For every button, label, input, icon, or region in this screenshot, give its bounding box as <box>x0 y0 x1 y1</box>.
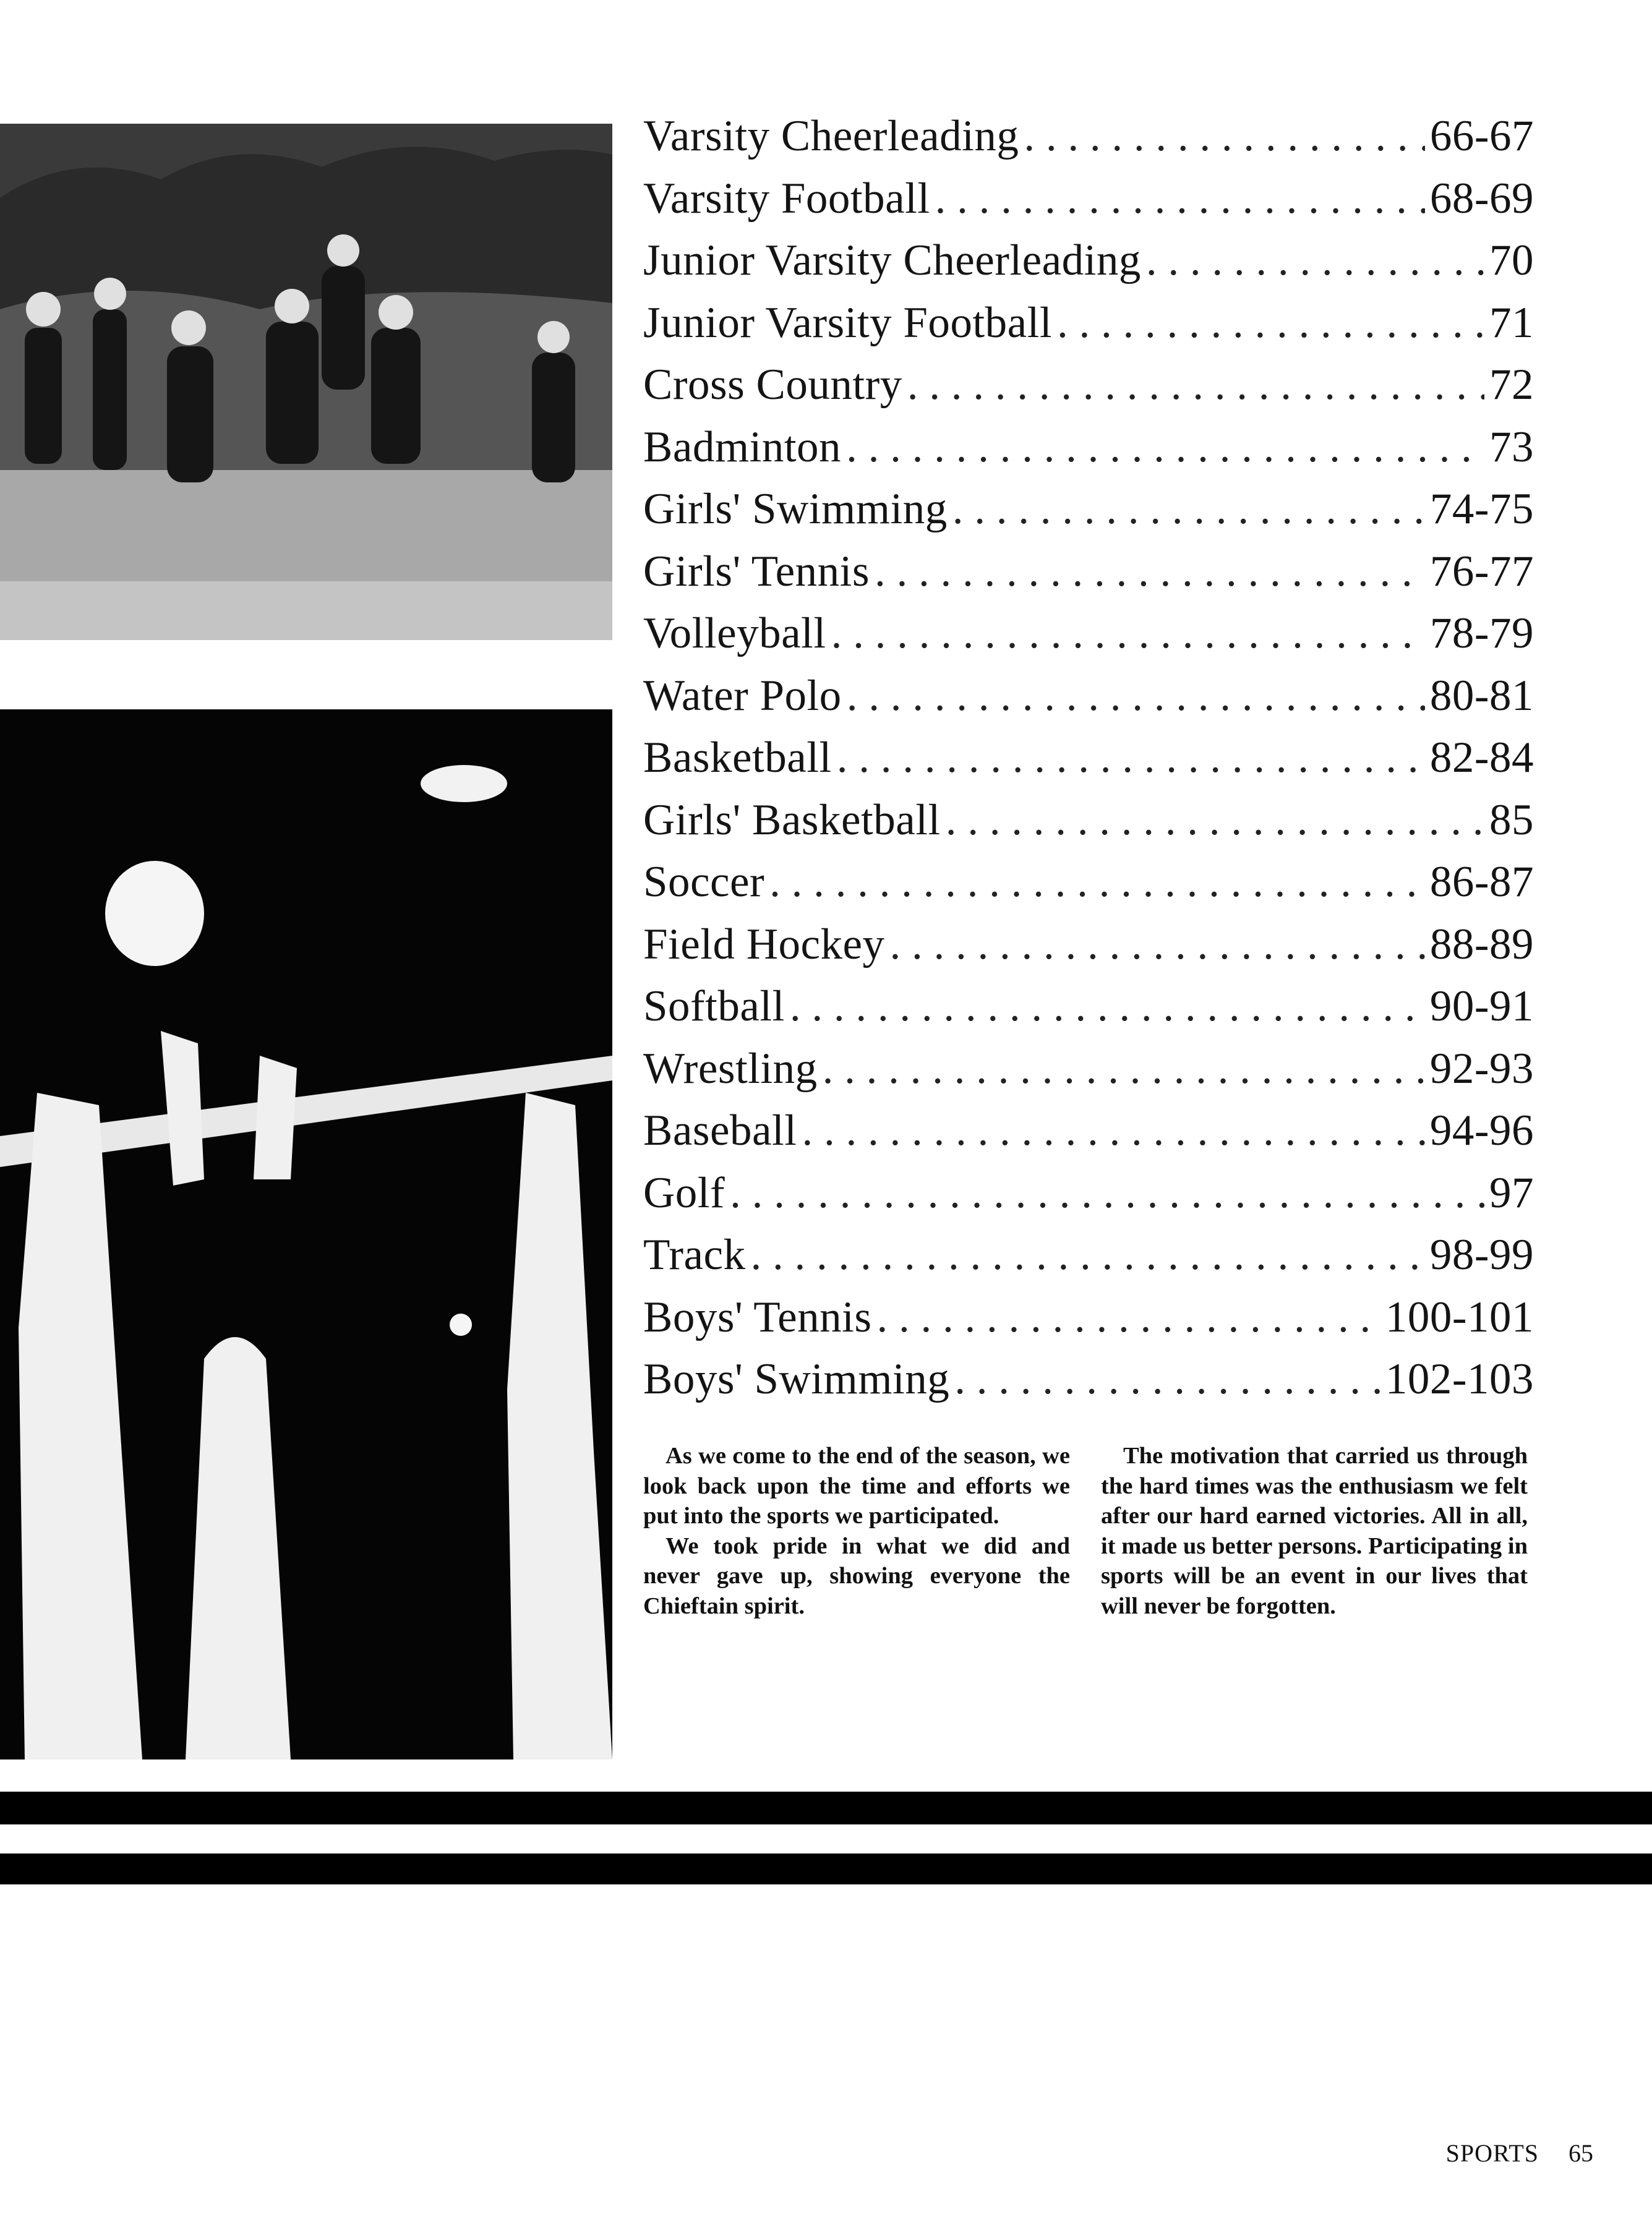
toc-entry[interactable] <box>643 1286 1534 1349</box>
toc-entry[interactable] <box>643 354 1534 416</box>
toc-entry[interactable] <box>643 1348 1534 1411</box>
toc-entry-pages: 74-75 <box>1429 485 1534 533</box>
toc-leader-dots <box>730 1162 1484 1224</box>
toc-entry[interactable] <box>643 478 1534 541</box>
toc-entry-title: Girls' Tennis <box>643 547 870 596</box>
toc-entry[interactable] <box>643 727 1534 789</box>
toc-entry-pages: 90-91 <box>1429 982 1534 1030</box>
toc-entry-pages: 100-101 <box>1385 1293 1534 1341</box>
cheerleaders-photo-art <box>0 124 612 640</box>
toc-entry[interactable] <box>643 913 1534 976</box>
toc-entry-pages: 70 <box>1489 236 1534 284</box>
toc-entry[interactable] <box>643 1100 1534 1162</box>
toc-entry-pages: 82-84 <box>1429 733 1534 782</box>
black-divider-bar <box>0 1792 1652 1824</box>
toc-entry-pages: 102-103 <box>1385 1355 1534 1403</box>
toc-entry-pages: 85 <box>1489 795 1534 844</box>
toc-entry-pages: 80-81 <box>1429 671 1534 720</box>
toc-entry-title: Boys' Tennis <box>643 1293 872 1341</box>
toc-leader-dots <box>935 168 1425 229</box>
toc-entry[interactable] <box>643 789 1534 852</box>
toc-entry[interactable] <box>643 541 1534 603</box>
toc-leader-dots <box>802 1100 1424 1161</box>
toc-entry-pages: 66-67 <box>1429 112 1534 160</box>
toc-entry-title: Varsity Cheerleading <box>643 112 1019 160</box>
intro-text-left-column <box>643 1441 1070 1621</box>
sports-table-of-contents <box>643 105 1534 1411</box>
toc-entry[interactable] <box>643 105 1534 168</box>
toc-leader-dots <box>907 354 1484 416</box>
toc-entry-title: Track <box>643 1231 746 1279</box>
toc-entry-title: Golf <box>643 1168 725 1217</box>
toc-entry-pages: 72 <box>1489 361 1534 409</box>
toc-entry-title: Girls' Swimming <box>643 485 948 533</box>
toc-entry-pages: 78-79 <box>1429 609 1534 657</box>
page-footer <box>1446 2139 1593 2168</box>
intro-paragraph: As we come to the end of the season, we look back upon the time and efforts we put into the sports we participated. <box>643 1443 1070 1529</box>
toc-entry-title: Varsity Football <box>643 174 930 223</box>
volleyball-photo <box>0 709 612 1759</box>
toc-leader-dots <box>1057 292 1484 354</box>
toc-entry-pages: 88-89 <box>1429 920 1534 968</box>
toc-entry-pages: 73 <box>1489 422 1534 471</box>
toc-leader-dots <box>823 1038 1425 1100</box>
toc-entry-title: Cross Country <box>643 361 902 409</box>
toc-entry-pages: 98-99 <box>1429 1231 1534 1279</box>
toc-entry-title: Junior Varsity Cheerleading <box>643 236 1141 284</box>
toc-entry-pages: 71 <box>1489 298 1534 347</box>
toc-leader-dots <box>952 478 1425 540</box>
toc-leader-dots <box>790 975 1425 1037</box>
volleyball-photo-art <box>0 709 612 1759</box>
toc-entry-title: Water Polo <box>643 671 842 720</box>
toc-entry-title: Basketball <box>643 733 832 782</box>
toc-entry[interactable] <box>643 1038 1534 1100</box>
toc-entry-title: Boys' Swimming <box>643 1355 950 1403</box>
intro-paragraph: The motivation that carried us through the hard times was the enthusiasm we felt after our hard earned victories. All in all, it made us better persons. Participating in sports will be an event in our lives that will never be forgotten. <box>1101 1443 1528 1619</box>
toc-entry-title: Baseball <box>643 1106 797 1155</box>
intro-paragraph: We took pride in what we did and never gave up, showing everyone the Chieftain spirit. <box>643 1533 1070 1619</box>
toc-leader-dots <box>831 602 1425 664</box>
toc-entry[interactable] <box>643 975 1534 1038</box>
toc-leader-dots <box>751 1224 1425 1286</box>
toc-entry-pages: 97 <box>1489 1168 1534 1217</box>
toc-leader-dots <box>946 789 1484 851</box>
toc-entry-title: Badminton <box>643 422 842 471</box>
toc-leader-dots <box>877 1286 1380 1348</box>
toc-entry-pages: 68-69 <box>1429 174 1534 223</box>
toc-entry-pages: 86-87 <box>1429 858 1534 906</box>
toc-leader-dots <box>954 1348 1380 1410</box>
toc-entry-pages: 92-93 <box>1429 1044 1534 1093</box>
toc-entry[interactable] <box>643 851 1534 913</box>
toc-entry-pages: 94-96 <box>1429 1106 1534 1155</box>
toc-entry[interactable] <box>643 292 1534 354</box>
toc-entry[interactable] <box>643 665 1534 727</box>
intro-text-right-column <box>1101 1441 1528 1621</box>
toc-entry[interactable] <box>643 416 1534 479</box>
toc-entry-title: Softball <box>643 982 785 1030</box>
toc-leader-dots <box>1146 229 1484 291</box>
footer-section-label: SPORTS <box>1445 2139 1539 2167</box>
toc-leader-dots <box>847 665 1425 727</box>
toc-entry-pages: 76-77 <box>1429 547 1534 596</box>
cheerleaders-photo <box>0 124 612 640</box>
toc-entry-title: Wrestling <box>643 1044 818 1093</box>
toc-leader-dots <box>846 416 1484 478</box>
toc-entry[interactable] <box>643 1162 1534 1225</box>
toc-entry-title: Volleyball <box>643 609 826 657</box>
toc-entry-title: Field Hockey <box>643 920 885 968</box>
toc-leader-dots <box>837 727 1425 789</box>
toc-leader-dots <box>890 913 1425 975</box>
toc-entry-title: Girls' Basketball <box>643 795 941 844</box>
toc-entry[interactable] <box>643 168 1534 230</box>
toc-leader-dots <box>769 851 1425 913</box>
toc-entry-title: Junior Varsity Football <box>643 298 1053 347</box>
toc-entry[interactable] <box>643 1224 1534 1286</box>
toc-leader-dots <box>1024 105 1424 167</box>
toc-entry[interactable] <box>643 229 1534 292</box>
page-number: 65 <box>1569 2139 1593 2167</box>
toc-entry[interactable] <box>643 602 1534 665</box>
black-divider-bar <box>0 1853 1652 1884</box>
toc-leader-dots <box>875 541 1425 602</box>
toc-entry-title: Soccer <box>643 858 765 906</box>
